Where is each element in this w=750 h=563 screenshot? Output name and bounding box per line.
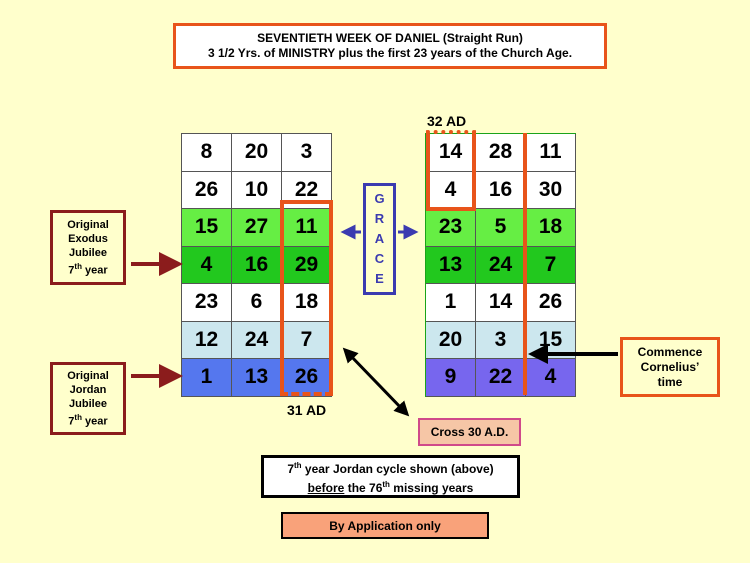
left-grid-cell: 7	[282, 322, 332, 360]
right-grid-cell: 5	[476, 209, 526, 247]
grace-letter-a: A	[374, 231, 385, 246]
left-grid-cell: 8	[182, 134, 232, 172]
jordan-line-3: Jubilee	[69, 397, 107, 410]
exodus-line-3: Jubilee	[69, 246, 107, 259]
left-grid-cell: 23	[182, 284, 232, 322]
jordan-line-1: Original	[67, 369, 109, 382]
exodus-line-1: Original	[67, 218, 109, 231]
grace-letter-e: E	[375, 271, 384, 286]
exodus-line-4: 7th year	[68, 261, 108, 277]
left-grid-cell: 27	[232, 209, 282, 247]
right-grid-cell: 18	[526, 209, 576, 247]
exodus-line-2: Exodus	[68, 232, 108, 245]
cornelius-line-2: Cornelius’	[640, 359, 700, 374]
left-grid-cell: 15	[182, 209, 232, 247]
right-grid-cell: 14	[426, 134, 476, 172]
left-grid-cell: 24	[232, 322, 282, 360]
right-grid-cell: 30	[526, 172, 576, 210]
cross-30-ad-box: Cross 30 A.D.	[418, 418, 521, 446]
right-grid-cell: 16	[476, 172, 526, 210]
grace-letter-g: G	[374, 191, 385, 206]
right-grid-cell: 28	[476, 134, 526, 172]
right-grid-cell: 20	[426, 322, 476, 360]
right-grid-cell: 14	[476, 284, 526, 322]
cornelius-line-1: Commence	[637, 344, 703, 359]
right-grid-cell: 24	[476, 247, 526, 285]
left-grid-cell: 1	[182, 359, 232, 397]
left-grid-cell: 6	[232, 284, 282, 322]
left-grid-cell: 26	[282, 359, 332, 397]
left-grid-cell: 3	[282, 134, 332, 172]
left-grid-cell: 11	[282, 209, 332, 247]
right-grid-cell: 23	[426, 209, 476, 247]
title-line-2: 3 1/2 Yrs. of MINISTRY plus the first 23 years of the Church Age.	[207, 46, 573, 60]
cross-double-arrow	[348, 353, 404, 411]
left-grid-cell: 22	[282, 172, 332, 210]
left-grid-cell: 4	[182, 247, 232, 285]
right-grid-cell: 4	[426, 172, 476, 210]
left-grid-cell: 20	[232, 134, 282, 172]
right-grid-cell: 11	[526, 134, 576, 172]
label-31-ad: 31 AD	[287, 402, 327, 418]
label-32-ad: 32 AD	[427, 113, 467, 129]
by-application-box: By Application only	[281, 512, 489, 539]
left-grid-cell: 26	[182, 172, 232, 210]
right-grid-cell: 22	[476, 359, 526, 397]
cornelius-line-3: time	[657, 374, 683, 389]
note-line-1: 7th year Jordan cycle shown (above)	[287, 460, 494, 476]
left-grid-cell: 10	[232, 172, 282, 210]
right-grid-cell: 13	[426, 247, 476, 285]
right-grid-cell: 9	[426, 359, 476, 397]
right-grid-cell: 15	[526, 322, 576, 360]
title-line-1: SEVENTIETH WEEK OF DANIEL (Straight Run)	[257, 31, 523, 45]
cornelius-box	[620, 337, 720, 397]
right-grid-cell: 4	[526, 359, 576, 397]
left-grid-cell: 16	[232, 247, 282, 285]
right-grid-cell: 26	[526, 284, 576, 322]
left-grid-cell: 13	[232, 359, 282, 397]
jordan-line-4: 7th year	[68, 412, 108, 428]
jordan-line-2: Jordan	[69, 383, 107, 396]
note-line-2: before the 76th missing years	[307, 479, 474, 495]
grace-letter-c: C	[374, 251, 385, 266]
grace-letter-r: R	[374, 211, 385, 226]
left-grid-cell: 12	[182, 322, 232, 360]
right-grid-cell: 3	[476, 322, 526, 360]
left-grid-cell: 18	[282, 284, 332, 322]
left-grid-cell: 29	[282, 247, 332, 285]
right-grid-cell: 7	[526, 247, 576, 285]
jordan-cycle-note	[261, 455, 520, 498]
right-grid-cell: 1	[426, 284, 476, 322]
